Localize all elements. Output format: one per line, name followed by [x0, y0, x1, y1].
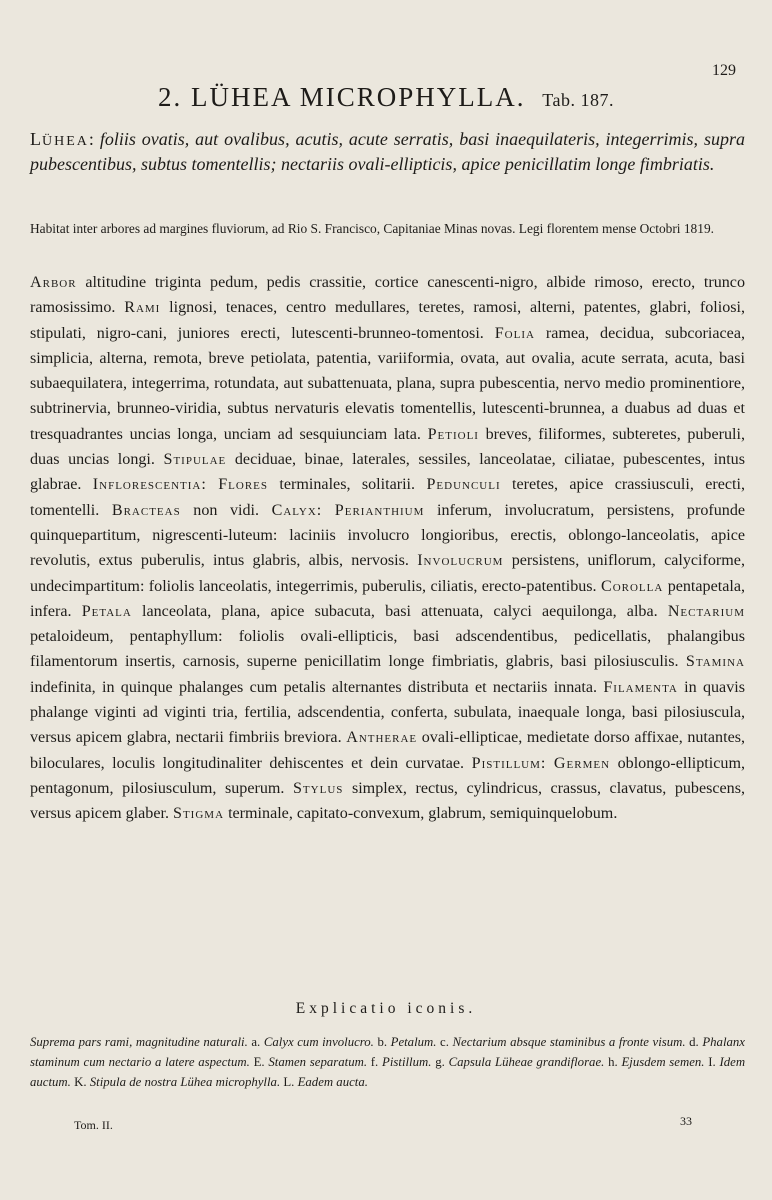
- desc-folia: ramea, decidua, subcoriacea, simplicia, alterna, remota, breve petiolata, patentia, variiformia, ovata, aut ovalia, acute serrata, acuta, basi subaequilatera, integerrima, rotundata, aut subattenuata, plana, supra pubescentia, nervo medio prominentiore, subtrinervia, brunneo-viridia, subtus nervaturis elevatis tomentellis, lutescenti-brunnea, a duabus ad duas et tresquadrantes uncias longa, unciam ad sesquiunciam lata.: [30, 324, 745, 443]
- desc-filamenta: in quavis phalange viginti ad viginti tria, fertilia, adscendentia, conferta, subulata, inaequale longa, basi pilosiuscula, versus apicem glabra, nectarii fimbriis breviora.: [30, 678, 745, 747]
- term-rami: Rami: [124, 299, 161, 317]
- plate-explanation: [30, 1032, 745, 1092]
- term-petala: Petala: [81, 602, 132, 620]
- term-flores: Flores: [218, 476, 269, 494]
- expl-letter-l: L.: [283, 1075, 295, 1089]
- species-heading: [0, 82, 772, 113]
- term-perianthium: Perianthium: [334, 501, 425, 519]
- term-stigma: Stigma: [173, 805, 225, 823]
- desc-perianthium: inferum, involucratum, persistens, profunde quinquepartitum, nigrescenti-luteum: laciniis involucro longioribus, erectis, oblongo-lanceolatis, apice revolutis, extus puberulis, intus glabris, albis, nervosis.: [30, 501, 746, 570]
- species-description: [30, 270, 745, 827]
- habitat-note: Habitat inter arbores ad margines fluviorum, ad Rio S. Francisco, Capitaniae Minas novas. Legi florentem mense Octobri 1819.: [30, 221, 714, 236]
- page-number: 129: [712, 62, 736, 79]
- diagnosis-genus-rest: ÜHEA: [42, 134, 89, 149]
- expl-letter-a: a.: [251, 1035, 261, 1049]
- expl-stipula: Stipula de nostra Lühea microphylla.: [89, 1075, 281, 1089]
- term-stipulae: Stipulae: [163, 451, 227, 469]
- species-diagnosis: LÜHEA: foliis ovatis, aut ovalibus, acutis, acute serratis, basi inaequilateris, integerrimis, supra pubescentibus, subtus tomentellis; nectariis ovali-ellipticis, apice penicillatim longe fimbriatis.: [30, 129, 745, 174]
- desc-corolla: pentapetala, infera.: [30, 577, 745, 620]
- desc-rami: lignosi, tenaces, centro medullares, teretes, ramosi, alterni, patentes, glabri, foliosi, stipulati, nigro-cani, juniores erecti, lutescenti-brunneo-tomentosi.: [30, 299, 746, 342]
- plate-explanation-title: Explicatio iconis.: [295, 1000, 477, 1017]
- term-filamenta: Filamenta: [603, 678, 678, 696]
- species-number: 2.: [158, 82, 183, 112]
- expl-aucta: Eadem aucta.: [297, 1075, 368, 1089]
- desc-flores: terminales, solitarii.: [279, 476, 416, 494]
- species-name: LÜHEA MICROPHYLLA.: [191, 82, 526, 112]
- signature-mark: 33: [680, 1114, 692, 1128]
- expl-letter-f: f.: [370, 1055, 379, 1069]
- expl-branch: Suprema pars rami, magnitudine naturali.: [30, 1035, 248, 1049]
- term-corolla: Corolla: [600, 577, 664, 595]
- term-folia: Folia: [494, 324, 535, 342]
- term-germen: Germen: [553, 754, 611, 772]
- term-petioli: Petioli: [427, 425, 479, 443]
- term-stylus: Stylus: [292, 779, 344, 797]
- expl-letter-c: c.: [440, 1035, 449, 1049]
- expl-letter-b: b.: [377, 1035, 388, 1049]
- term-inflorescentia: Inflorescentia:: [92, 476, 207, 494]
- diagnosis-genus-initial: L: [30, 129, 42, 149]
- desc-pedunculi: teretes, apice crassiusculi, erecti, tomentelli.: [30, 476, 745, 519]
- expl-petalum: Petalum.: [390, 1035, 437, 1049]
- expl-letter-d: d.: [689, 1035, 699, 1049]
- expl-auctum: Idem auctum.: [30, 1055, 746, 1089]
- desc-germen: oblongo-ellipticum, pentagonum, pilosiusculum, superum.: [30, 754, 745, 797]
- expl-letter-h: h.: [608, 1055, 618, 1069]
- desc-stylus: simplex, rectus, cylindricus, crassus, clavatus, pubescens, versus apicem glaber.: [30, 779, 746, 823]
- expl-stamen: Stamen separatum.: [268, 1055, 368, 1069]
- term-involucrum: Involucrum: [417, 552, 504, 570]
- term-pistillum: Pistillum:: [471, 754, 547, 772]
- desc-nectarium: petaloideum, pentaphyllum: foliolis ovali-ellipticis, basi adscendentibus, pedicellatis, phalangibus filamentorum insertis, carnosis, superne penicillatim longe fimbriatis, glabris, basi pilosiusculis.: [30, 628, 745, 671]
- expl-letter-i: I.: [708, 1055, 716, 1069]
- desc-petala: lanceolata, plana, apice subacuta, basi attenuata, calyci aequilonga, alba.: [142, 602, 658, 620]
- term-stamina: Stamina: [685, 653, 745, 671]
- desc-stigma: terminale, capitato-convexum, glabrum, semiquinquelobum.: [228, 805, 618, 823]
- desc-stipulae: deciduae, binae, laterales, sessiles, lanceolatae, ciliatae, pubescentes, intus glabrae.: [30, 451, 745, 494]
- expl-capsula: Capsula Lüheae grandiflorae.: [448, 1055, 605, 1069]
- term-arbor: Arbor: [30, 274, 77, 291]
- desc-bracteas: non vidi.: [193, 501, 260, 519]
- desc-arbor: altitudine triginta pedum, pedis crassitie, cortice canescenti-nigro, albide rimoso, erecto, trunco ramosissimo.: [30, 274, 745, 317]
- expl-pistillum: Pistillum.: [382, 1055, 432, 1069]
- expl-letter-g: g.: [435, 1055, 445, 1069]
- desc-involucrum: persistens, uniflorum, calyciforme, undecimpartitum: foliolis lanceolatis, integerrimis, puberulis, ciliatis, erecto-patentibus.: [30, 552, 745, 595]
- expl-nectarium: Nectarium absque staminibus a fronte visum.: [452, 1035, 686, 1049]
- desc-petioli: breves, filiformes, subteretes, puberuli, duas uncias longi.: [30, 425, 745, 469]
- tome-label: Tom. II.: [74, 1118, 113, 1132]
- desc-antherae: ovali-ellipticae, medietate dorso affixae, nutantes, biloculares, loculis longitudinaliter dehiscentes et dein curvatae.: [30, 729, 745, 772]
- term-bracteas: Bracteas: [111, 501, 181, 519]
- term-nectarium: Nectarium: [667, 602, 745, 620]
- desc-stamina: indefinita, in quinque phalanges cum petalis alternantes distributa et nectariis innata.: [30, 678, 598, 696]
- expl-phalanx: Phalanx staminum cum nectario a latere aspectum.: [30, 1035, 745, 1069]
- term-antherae: Antherae: [346, 729, 418, 747]
- diagnosis-text: foliis ovatis, aut ovalibus, acutis, acute serratis, basi inaequilateris, integerrimis, supra pubescentibus, subtus tomentellis; nectariis ovali-ellipticis, apice penicillatim longe fimbriatis.: [30, 129, 745, 174]
- expl-letter-k: K.: [74, 1075, 87, 1089]
- expl-semen: Ejusdem semen.: [621, 1055, 705, 1069]
- plate-reference: Tab. 187.: [542, 90, 614, 110]
- term-pedunculi: Pedunculi: [426, 476, 501, 494]
- term-calyx: Calyx:: [271, 501, 323, 519]
- expl-letter-e: E.: [253, 1055, 265, 1069]
- expl-calyx: Calyx cum involucro.: [263, 1035, 374, 1049]
